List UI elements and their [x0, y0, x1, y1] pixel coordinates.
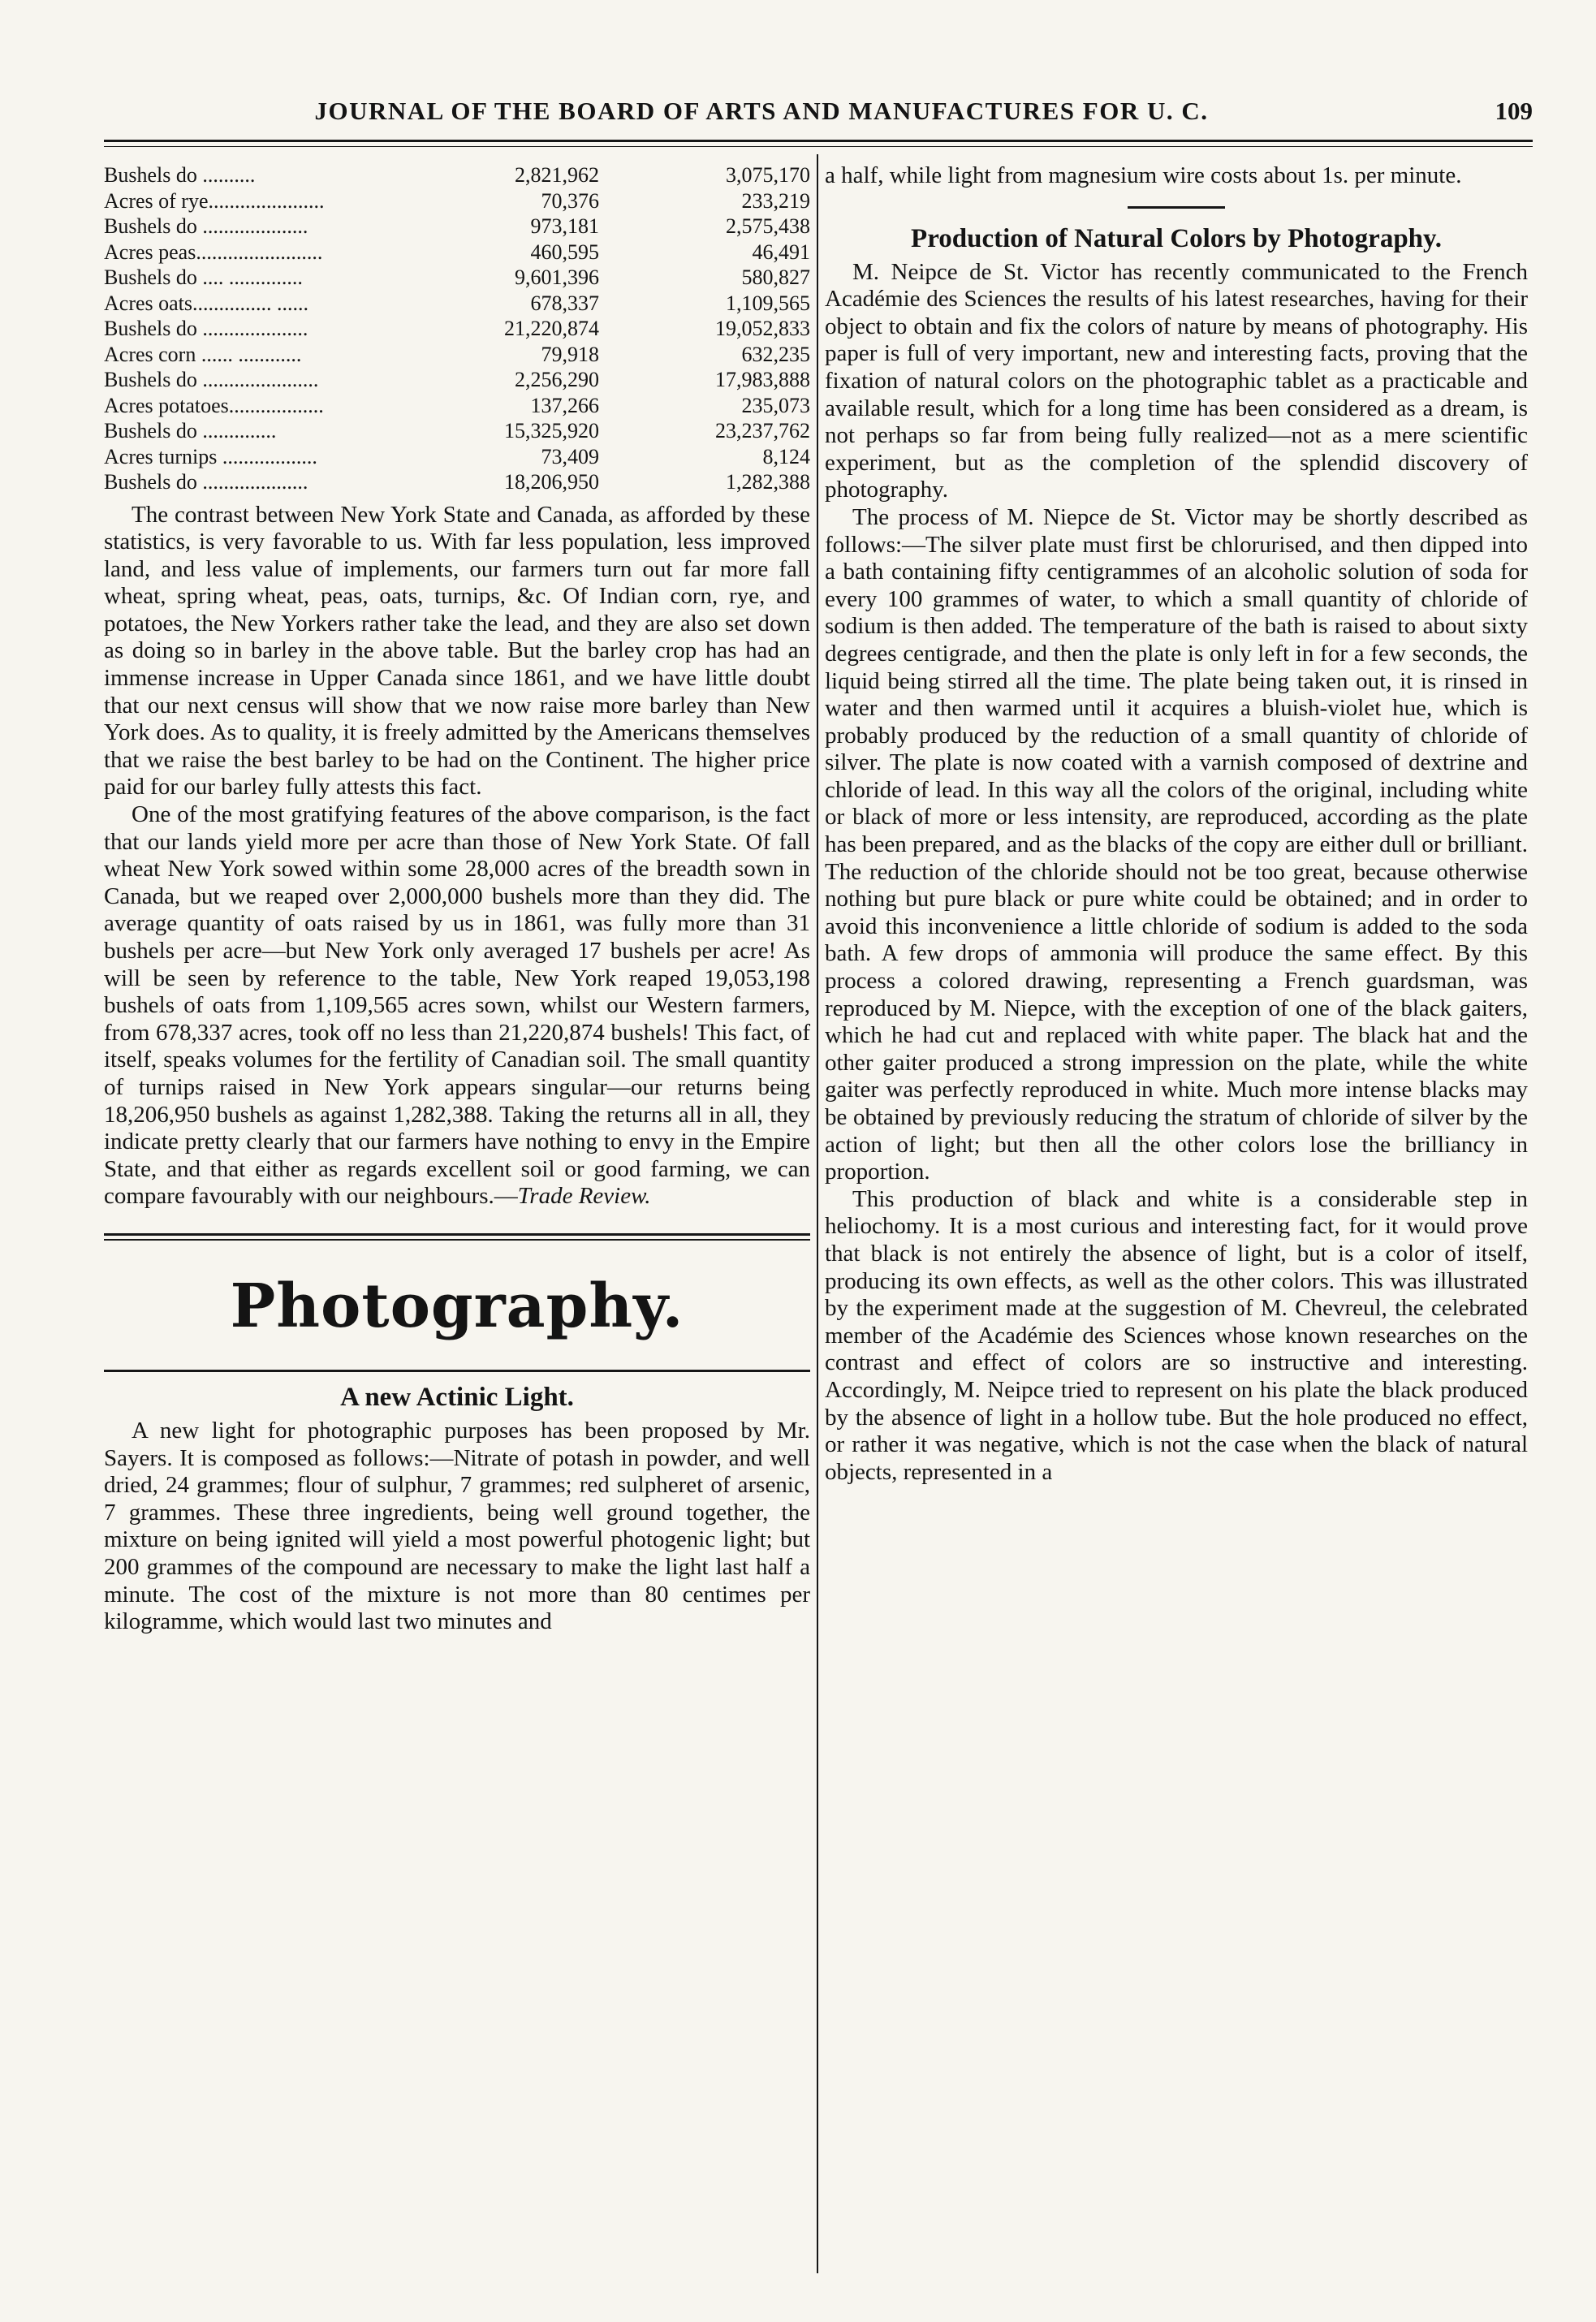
table-row: [104, 188, 810, 214]
header-rule-bottom: [104, 146, 1533, 147]
process-paragraph: The process of M. Niepce de St. Victor may be shortly described as follows:—The silver plate must first be chlorurised, and then dipped into a bath containing fifty centigrammes of an alcoholic solution of soda for every 100 grammes of water, to which a small quantity of chloride of sodium is then added. The temperature of the bath is raised to about sixty degrees centigrade, and then the plate is only left in for a few seconds, the liquid being stirred all the time. The plate being taken out, it is rinsed in water and then warmed until it acquires a bluish-violet hue, which is probably produced by the reduction of a small quantity of chloride of silver. The plate is now coated with a varnish composed of dextrine and chloride of lead. In this way all the colors of the original, including white or black of more or less intensity, are reproduced, according as the plate has been prepared, and as the blacks of the copy are either dull or brilliant. The reduction of the chloride should not be too great, because otherwise nothing but pure black or pure white could be obtained; and in order to avoid this inconvenience a little chloride of sodium is added to the soda bath. A few drops of ammonia will produce the same effect. By this process a colored drawing, representing a French guardsman, was reproduced by M. Niepce, with the exception of one of the black gaiters, which he had cut and replaced with white paper. The black hat and the other gaiter produced a strong impression on the plate, while the white gaiter was perfectly reproduced in white. Much more intense blacks may be obtained by previously reducing the stratum of chloride of silver by the action of light; but then all the other colors lose the brilliancy in proportion.: [825, 503, 1528, 1185]
row-value-canada: 18,206,950: [504, 470, 599, 494]
row-value-new-york: 17,983,888: [715, 368, 810, 391]
page-number: 109: [1495, 97, 1533, 125]
row-label: Bushels do .... ..............: [104, 265, 303, 289]
page-header: [104, 91, 1533, 132]
crop-statistics-table: [104, 162, 810, 495]
black-white-paragraph: This production of black and white is a considerable step in heliochomy. It is a most curious and interesting fact, for it would prove that black is not entirely the absence of light, but is a color of itself, producing its own effects, as well as the other colors. This was illustrated by the experiment made at the suggestion of M. Chevreul, the celebrated member of the Académie des Sciences whose known researches on the contrast and effect of colors are so instructive and interesting. Accordingly, M. Neipce tried to represent on his plate the black produced by the absence of light in a hollow tube. But the hole produced no effect, or rather it was negative, which is not the case when the black of natural objects, represented in a: [825, 1185, 1528, 1485]
row-label: Acres oats............... ......: [104, 291, 309, 315]
row-label: Acres turnips ..................: [104, 444, 317, 468]
table-row: [104, 291, 810, 317]
section-title-photography: Photography.: [230, 1271, 684, 1341]
header-rule-top: [104, 140, 1533, 142]
row-value-new-york: 235,073: [741, 393, 810, 417]
section-rule-top: [104, 1233, 810, 1243]
actinic-light-paragraph: A new light for photographic purposes has been proposed by Mr. Sayers. It is composed as follows:—Nitrate of potash in powder, and well dried, 24 grammes; flour of sulphur, 7 grammes; red sulpheret of arsenic, 7 grammes. These three ingredients, being well ground together, the mixture on being ignited will yield a most powerful photogenic light; but 200 grammes of the compound are necessary to make the light last half a minute. The cost of the mixture is not more than 80 centimes per kilogramme, which would last two minutes and: [104, 1417, 810, 1635]
row-value-canada: 2,821,962: [515, 163, 599, 187]
row-label: Acres corn ...... ............: [104, 342, 302, 366]
row-label: Bushels do ..............: [104, 419, 277, 442]
row-value-new-york: 46,491: [752, 240, 810, 264]
row-value-new-york: 1,282,388: [726, 470, 810, 494]
row-label: Bushels do ....................: [104, 317, 308, 340]
continued-paragraph: a half, while light from magnesium wire costs about 1s. per minute.: [825, 162, 1462, 188]
table-row: [104, 316, 810, 342]
left-column: [104, 162, 810, 1636]
table-row: [104, 367, 810, 393]
row-value-canada: 2,256,290: [515, 368, 599, 391]
yield-paragraph: [104, 801, 810, 1211]
table-row: [104, 265, 810, 291]
row-value-canada: 70,376: [541, 188, 599, 213]
row-label: Acres potatoes..................: [104, 393, 324, 417]
row-label: Bushels do ..........: [104, 163, 256, 187]
row-label: Acres peas........................: [104, 240, 323, 264]
column-divider: [817, 154, 818, 2273]
row-value-new-york: 8,124: [762, 444, 810, 468]
table-row: [104, 469, 810, 495]
table-row: [104, 214, 810, 240]
row-label: Bushels do ....................: [104, 214, 308, 238]
row-value-canada: 79,918: [541, 342, 599, 366]
table-row: [104, 240, 810, 265]
row-value-new-york: 2,575,438: [726, 214, 810, 238]
row-label: Bushels do ....................: [104, 470, 308, 494]
row-value-new-york: 580,827: [741, 265, 810, 289]
row-value-canada: 678,337: [530, 291, 599, 315]
row-value-canada: 15,325,920: [504, 419, 599, 442]
table-row: [104, 342, 810, 368]
table-row: [104, 418, 810, 444]
row-value-canada: 137,266: [530, 393, 599, 417]
row-value-canada: 73,409: [541, 444, 599, 468]
niepce-intro-paragraph: M. Neipce de St. Victor has recently communicated to the French Académie des Sciences the results of his latest researches, having for their object to obtain and fix the colors of nature by means of photography. His paper is full of very important, new and interesting facts, proving that the fixation of natural colors on the photographic tablet as a practicable and available result, which for a long time has been considered as a dream, is not perhaps so far from being fully realized—not as a mere scientific experiment, but as the completion of the splendid discovery of photography.: [825, 258, 1528, 503]
row-value-canada: 9,601,396: [515, 265, 599, 289]
table-row: [104, 393, 810, 419]
row-value-new-york: 233,219: [741, 188, 810, 213]
row-value-new-york: 19,052,833: [715, 317, 810, 340]
row-value-canada: 21,220,874: [504, 317, 599, 340]
contrast-paragraph: The contrast between New York State and Canada, as afforded by these statistics, is very favorable to us. With far less population, less improved land, and less value of implements, our farmers turn out far more fall wheat, spring wheat, peas, oats, turnips, &c. Of Indian corn, rye, and potatoes, the New Yorkers rather take the lead, and they are also set down as doing so in barley in the above table. But the barley crop has had an immense increase in Upper Canada since 1861, and we have little doubt that our next census will show that we now raise more barley than New York does. As to quality, it is freely admitted by the Americans themselves that we raise the best barley to be had on the Continent. The higher price paid for our barley fully attests this fact.: [104, 501, 810, 801]
source-citation: Trade Review.: [517, 1183, 651, 1210]
row-value-new-york: 1,109,565: [726, 291, 810, 315]
row-value-canada: 460,595: [530, 240, 599, 264]
yield-paragraph-text: One of the most gratifying features of the above comparison, is the fact that our lands yield more per acre than those of New York State. Of fall wheat New York sowed within some 28,000 acres of the breadth sown in Canada, but we reaped over 2,000,000 bushels more than they did. The average quantity of oats raised by us in 1861, was fully more than 31 bushels per acre—but New York only averaged 17 bushels per acre! As will be seen by reference to the table, New York reaped 19,053,198 bushels of oats from 1,109,565 acres sown, whilst our Western farmers, from 678,337 acres, took off no less than 21,220,874 bushels! This fact, of itself, speaks volumes for the fertility of Canadian soil. The small quantity of turnips raised in New York appears singular—our returns being 18,206,950 bushels as against 1,282,388. Taking the returns all in all, they indicate pretty clearly that our farmers have nothing to envy in the Empire State, and that either as regards excellent soil or good farming, we can compare favourably with our neighbours.—: [104, 801, 810, 1210]
article-title-natural-colors: Production of Natural Colors by Photography.: [911, 223, 1442, 253]
row-value-new-york: 632,235: [741, 342, 810, 366]
row-value-new-york: 3,075,170: [726, 163, 810, 187]
row-label: Bushels do ......................: [104, 368, 319, 391]
article-title-actinic-light: A new Actinic Light.: [340, 1382, 574, 1412]
row-label: Acres of rye......................: [104, 188, 325, 213]
row-value-new-york: 23,237,762: [715, 419, 810, 442]
right-column: [825, 162, 1528, 1486]
section-rule-bottom: [104, 1370, 810, 1372]
table-row: [104, 162, 810, 188]
journal-title: JOURNAL OF THE BOARD OF ARTS AND MANUFACTURES FOR U. C.: [314, 97, 1209, 125]
row-value-canada: 973,181: [530, 214, 599, 238]
table-row: [104, 444, 810, 470]
